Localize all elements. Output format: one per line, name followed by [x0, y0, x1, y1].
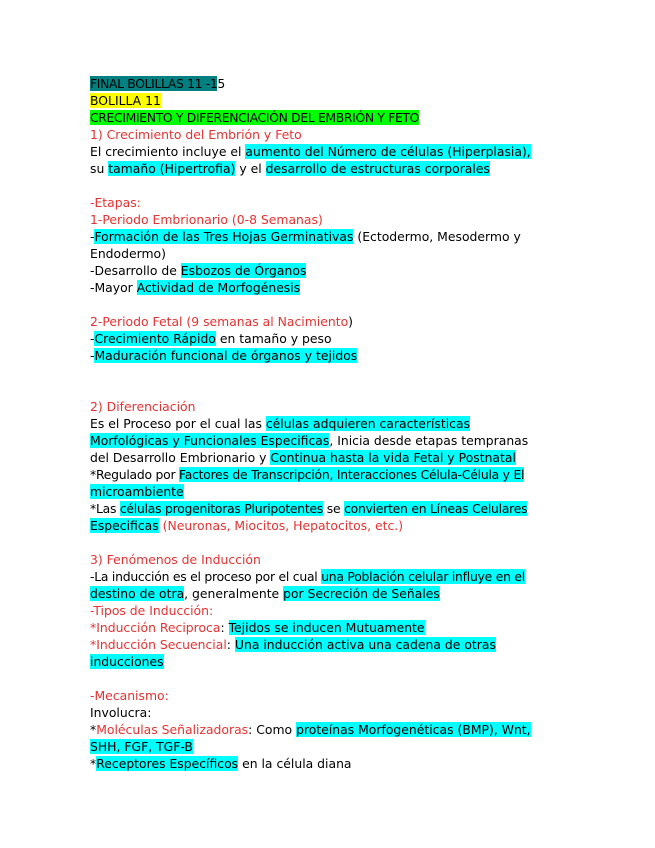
text-line: El crecimiento incluye el aumento del Número de células (Hiperplasia),	[90, 144, 531, 159]
doc-title-line	[90, 75, 570, 92]
highlight: Morfológicas y Funcionales Especificas	[90, 433, 330, 448]
highlight: una Población celular influye en el	[321, 569, 525, 584]
text-line: Endodermo)	[90, 246, 166, 261]
text-line	[90, 653, 570, 670]
highlight: Una inducción activa una cadena de otras	[234, 637, 496, 652]
text-line: -Desarrollo de Esbozos de Órganos	[90, 263, 307, 278]
highlight: células progenitoras Pluripotentes	[119, 501, 324, 516]
text-line: Morfológicas y Funcionales Especificas, Inicia desde etapas tempranas	[90, 433, 529, 448]
highlight: tamaño (Hipertrofia)	[108, 161, 236, 176]
text-line: su tamaño (Hipertrofia) y el desarrollo de estructuras corporales	[90, 161, 490, 176]
etapas-heading: -Etapas:	[90, 195, 141, 210]
text-line: destino de otra, generalmente por Secreción de Señales	[90, 586, 440, 601]
section-3-title: 3) Fenómenos de Inducción	[90, 552, 261, 567]
period-2-title: 2-Periodo Fetal (9 semanas al Nacimiento)	[90, 314, 354, 329]
highlight: células adquieren características	[265, 416, 471, 431]
text-line: *Inducción Reciproca: Tejidos se inducen Mutuamente	[90, 620, 425, 635]
period-1-title: 1-Periodo Embrionario (0-8 Semanas)	[90, 212, 323, 227]
highlight: proteínas Morfogenéticas (BMP), Wnt,	[296, 722, 531, 737]
highlight: Especificas	[90, 518, 159, 533]
text-line: Involucra:	[90, 705, 152, 720]
bolilla-label: BOLILLA 11	[90, 93, 161, 108]
mecanismo-heading: -Mecanismo:	[90, 688, 169, 703]
text-line: -Mayor Actividad de Morfogénesis	[90, 280, 301, 295]
highlight: inducciones	[90, 654, 164, 669]
text-line: -Crecimiento Rápido en tamaño y peso	[90, 331, 332, 346]
highlight: Continua hasta la vida Fetal y Postnatal	[270, 450, 516, 465]
section-1-title: 1) Crecimiento del Embrión y Feto	[90, 127, 302, 142]
text-line: *Moléculas Señalizadoras: Como proteínas Morfogenéticas (BMP), Wnt,	[90, 722, 531, 737]
text-line: Especificas (Neuronas, Miocitos, Hepatocitos, etc.)	[90, 518, 404, 533]
highlight: Receptores Específicos	[96, 756, 239, 771]
highlight: destino de otra	[90, 586, 185, 601]
text-line: -Maduración funcional de órganos y tejidos	[90, 348, 358, 363]
highlight: Maduración funcional de órganos y tejidos	[94, 348, 358, 363]
highlight: Formación de las Tres Hojas Germinativas	[94, 229, 354, 244]
highlight: desarrollo de estructuras corporales	[265, 161, 490, 176]
doc-title: FINAL BOLILLAS 11 -1	[90, 76, 218, 91]
highlight: Actividad de Morfogénesis	[136, 280, 301, 295]
highlight: Tejidos se inducen Mutuamente	[228, 620, 425, 635]
text-line	[90, 483, 570, 500]
highlight: microambiente	[90, 484, 184, 499]
section-2-title: 2) Diferenciación	[90, 399, 196, 414]
text-line: -Formación de las Tres Hojas Germinativas (Ectodermo, Mesodermo y	[90, 229, 521, 244]
text-line	[90, 738, 570, 755]
highlight: Esbozos de Órganos	[180, 263, 307, 278]
highlight: aumento del Número de células (Hiperplasia),	[245, 144, 531, 159]
tipos-heading: -Tipos de Inducción:	[90, 603, 214, 618]
text-line: Es el Proceso por el cual las células adquieren características	[90, 416, 471, 431]
bolilla-line	[90, 92, 570, 109]
text-line: *Receptores Específicos en la célula diana	[90, 756, 352, 771]
text-line: *Inducción Secuencial: Una inducción activa una cadena de otras	[90, 637, 496, 652]
text-line: del Desarrollo Embrionario y Continua hasta la vida Fetal y Postnatal	[90, 450, 516, 465]
doc-title-tail: 5	[217, 76, 225, 91]
highlight: por Secreción de Señales	[283, 586, 440, 601]
highlight: Factores de Transcripción, Interacciones Célula-Célula y El	[179, 467, 525, 482]
text-line: *Las células progenitoras Pluripotentes se convierten en Líneas Celulares	[90, 501, 528, 516]
text-line: -La inducción es el proceso por el cual una Población celular influye en el	[90, 569, 525, 584]
topic-line	[90, 109, 570, 126]
highlight: SHH, FGF, TGF-B	[90, 739, 193, 754]
document-body	[90, 75, 570, 772]
text-line: *Regulado por Factores de Transcripción, Interacciones Célula-Célula y El	[90, 467, 525, 482]
topic-heading: CRECIMIENTO Y DIFERENCIACIÓN DEL EMBRIÓN Y FETO	[90, 110, 420, 125]
highlight: Crecimiento Rápido	[94, 331, 216, 346]
highlight: convierten en Líneas Celulares	[344, 501, 528, 516]
